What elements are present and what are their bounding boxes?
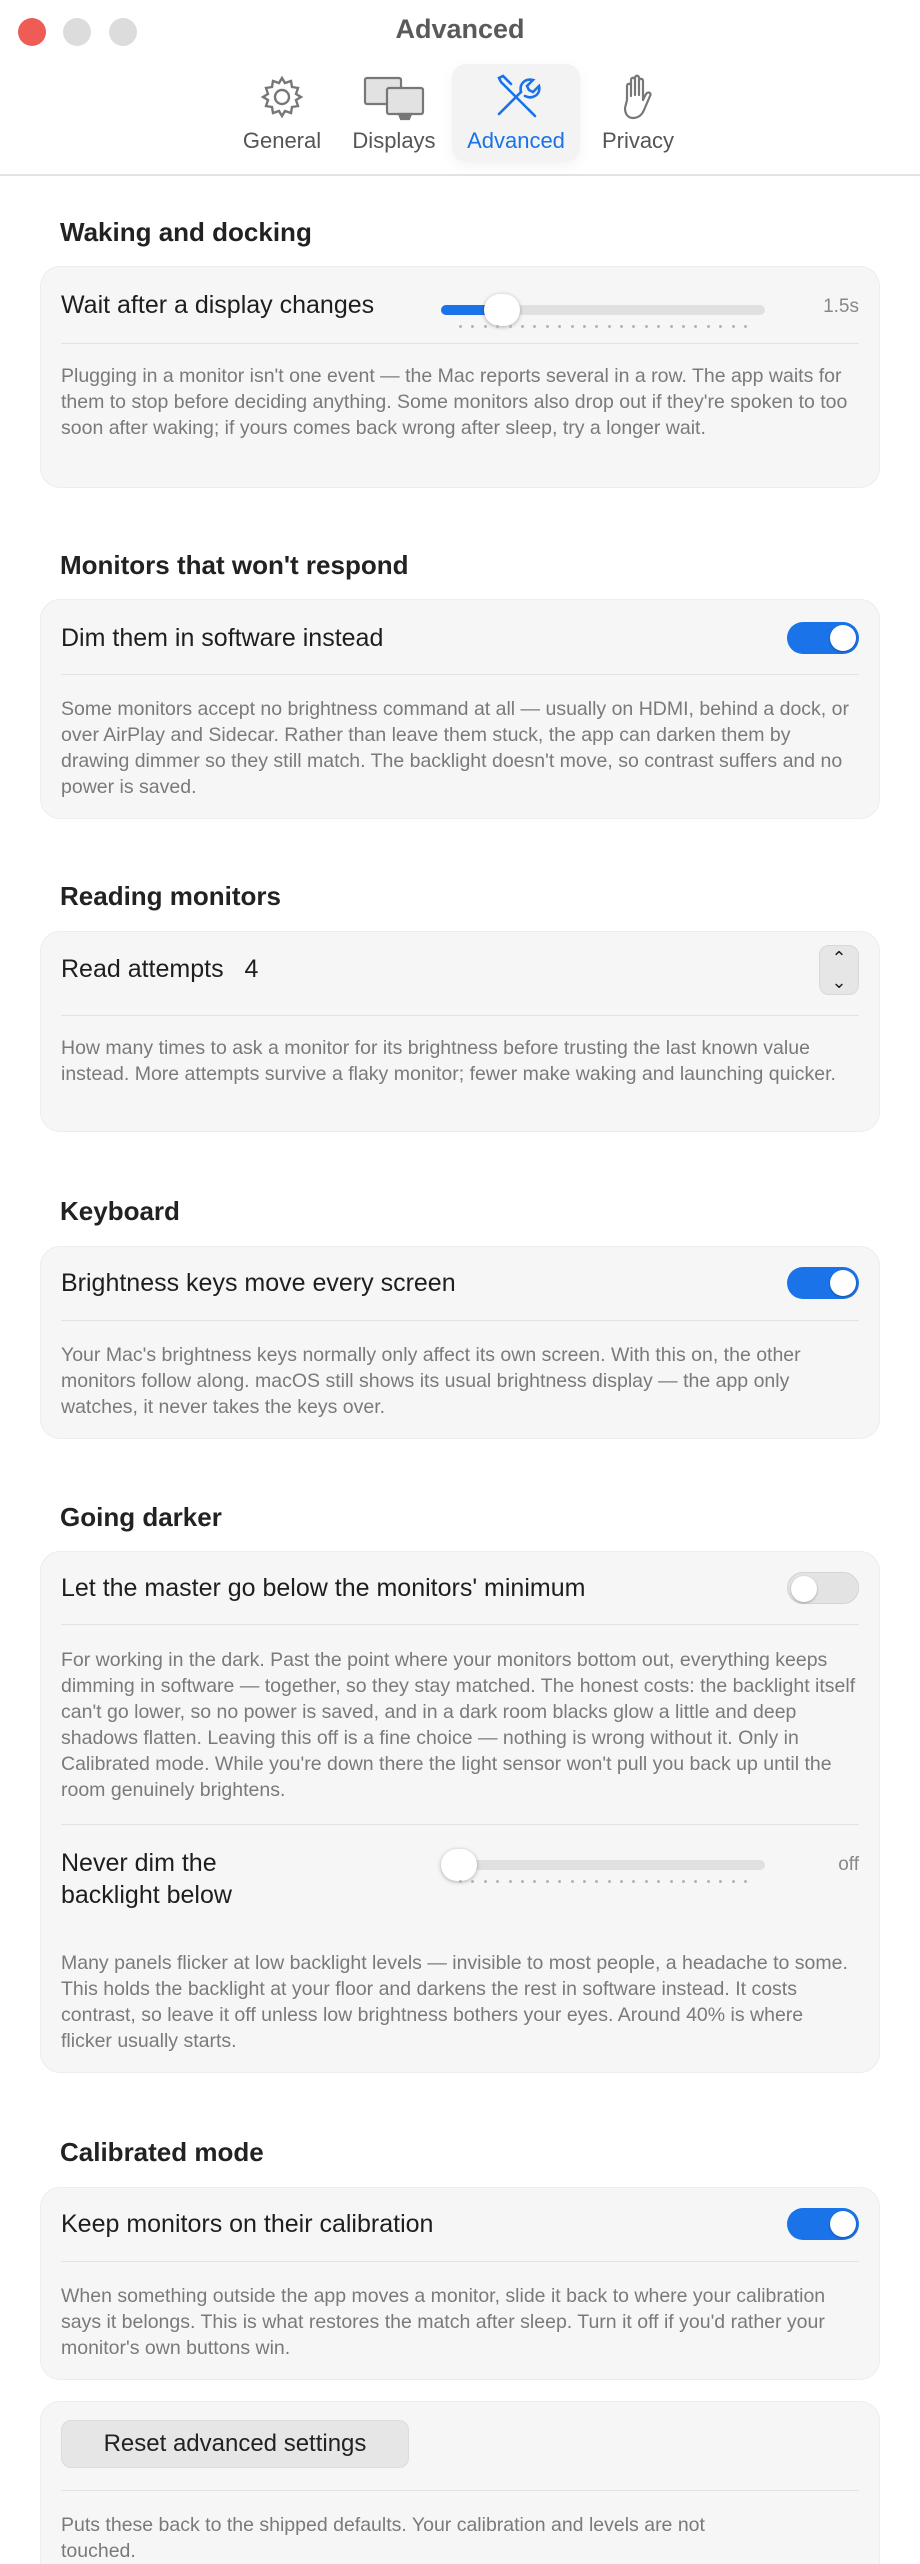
wait-after-change-label: Wait after a display changes: [61, 291, 375, 319]
hand-icon: [613, 72, 663, 122]
window-title: Advanced: [395, 14, 525, 44]
keyboard-card: [40, 1246, 880, 1439]
keyboard-description: Your Mac's brightness keys normally only affect its own screen. With this on, the other monitors follow along. macOS still shows its usual brightness display — the app only watches, it never takes the keys over.: [61, 1344, 801, 1418]
divider: [61, 1015, 859, 1016]
tab-privacy[interactable]: [574, 64, 702, 162]
tab-general[interactable]: [218, 64, 346, 162]
section-title-reading: Reading monitors: [60, 881, 282, 911]
tab-general-label: General: [242, 128, 322, 153]
section-title-unresponsive: Monitors that won't respond: [60, 550, 409, 580]
toggle-knob: [830, 625, 856, 651]
keep-calibration-label: Keep monitors on their calibration: [61, 2210, 434, 2238]
toggle-knob: [791, 1576, 817, 1602]
divider: [61, 1624, 859, 1625]
keep-calibration-toggle[interactable]: [787, 2208, 859, 2240]
reset-card: [40, 2401, 880, 2564]
slider-thumb[interactable]: [484, 294, 520, 326]
tab-advanced-label: Advanced: [467, 128, 565, 153]
toggle-knob: [830, 2211, 856, 2237]
divider: [61, 1320, 859, 1321]
below-minimum-label: Let the master go below the monitors' minimum: [61, 1574, 586, 1602]
waking-card: [40, 266, 880, 488]
darker-description: For working in the dark. Past the point where your monitors bottom out, everything keeps dimming in software — together, so they stay matched. The honest costs: the backlight itself can't go lower, so no power is saved, and in a dark room blacks glow a little and deep shadows flatten. Leaving this off is a fine choice — nothing is wrong without it. Only in Calibrated mode. While you're down there the light sensor won't pull you back up until the room genuinely brightens.: [61, 1649, 856, 1801]
backlight-floor-label: [61, 1847, 232, 1911]
section-title-calibrated: Calibrated mode: [60, 2137, 264, 2167]
section-title-keyboard: Keyboard: [60, 1196, 180, 1226]
section-title-waking: Waking and docking: [60, 217, 312, 247]
brightness-keys-label: Brightness keys move every screen: [61, 1269, 456, 1297]
read-attempts-label: [61, 955, 258, 984]
backlight-floor-label-line2: backlight below: [61, 1881, 232, 1909]
wait-after-change-value: 1.5s: [823, 296, 859, 317]
tab-displays[interactable]: [330, 64, 458, 162]
dim-in-software-label: Dim them in software instead: [61, 624, 384, 652]
calibrated-card: [40, 2187, 880, 2380]
slider-track: [441, 1860, 765, 1870]
window-toolbar: [0, 0, 920, 176]
divider: [61, 343, 859, 344]
reading-description: How many times to ask a monitor for its brightness before trusting the last known value instead. More attempts survive a flaky monitor; fewer make waking and launching quicker.: [61, 1037, 836, 1085]
tab-advanced[interactable]: [452, 64, 580, 162]
divider: [61, 674, 859, 675]
chevron-up-icon[interactable]: ⌃: [831, 948, 847, 968]
tab-displays-label: Displays: [352, 128, 436, 153]
section-title-darker: Going darker: [60, 1502, 222, 1532]
unresponsive-card: [40, 599, 880, 819]
backlight-floor-value: off: [838, 1854, 859, 1875]
reading-card: [40, 931, 880, 1132]
slider-ticks: [459, 1880, 747, 1886]
toggle-knob: [830, 1270, 856, 1296]
backlight-floor-slider[interactable]: [441, 1846, 765, 1886]
calibrated-description: When something outside the app moves a monitor, slide it back to where your calibration says it belongs. This is what restores the match after sleep. Turn it off if you'd rather your monitor's own buttons win.: [61, 2285, 826, 2359]
wait-after-change-slider[interactable]: [441, 291, 765, 331]
read-attempts-text: Read attempts: [61, 955, 224, 983]
divider: [61, 2261, 859, 2262]
darker-card: [40, 1551, 880, 2073]
gear-icon: [257, 72, 307, 122]
backlight-floor-description: Many panels flicker at low backlight levels — invisible to most people, a headache to some. This holds the backlight at your floor and darkens the rest in software instead. It costs contrast, so leave it off unless low brightness bothers your eyes. Around 40% is where flicker usually starts.: [61, 1952, 848, 2052]
brightness-keys-toggle[interactable]: [787, 1267, 859, 1299]
read-attempts-stepper[interactable]: [819, 945, 859, 995]
slider-ticks: [459, 325, 747, 331]
dim-in-software-toggle[interactable]: [787, 622, 859, 654]
divider: [61, 2490, 859, 2491]
tab-privacy-label: Privacy: [601, 128, 675, 153]
waking-description: Plugging in a monitor isn't one event — the Mac reports several in a row. The app waits for them to stop before deciding anything. Some monitors also drop out if they're spoken to too soon after waking; if yours comes back wrong after sleep, try a longer wait.: [61, 365, 848, 439]
unresponsive-description: Some monitors accept no brightness command at all — usually on HDMI, behind a dock, or over AirPlay and Sidecar. Rather than leave them stuck, the app can darken them by drawing dimmer so they still match. The backlight doesn't move, so contrast suffers and no power is saved.: [61, 698, 849, 798]
read-attempts-value: 4: [244, 955, 259, 983]
slider-thumb[interactable]: [441, 1849, 477, 1881]
divider: [61, 1824, 859, 1825]
chevron-down-icon[interactable]: ⌄: [831, 972, 847, 992]
below-minimum-toggle[interactable]: [787, 1572, 859, 1604]
reset-advanced-button[interactable]: Reset advanced settings: [61, 2420, 409, 2468]
displays-icon: [362, 72, 426, 122]
backlight-floor-label-line1: Never dim the: [61, 1849, 217, 1877]
tools-icon: [491, 72, 541, 122]
reset-description: Puts these back to the shipped defaults. Your calibration and levels are not touched.: [61, 2514, 705, 2562]
